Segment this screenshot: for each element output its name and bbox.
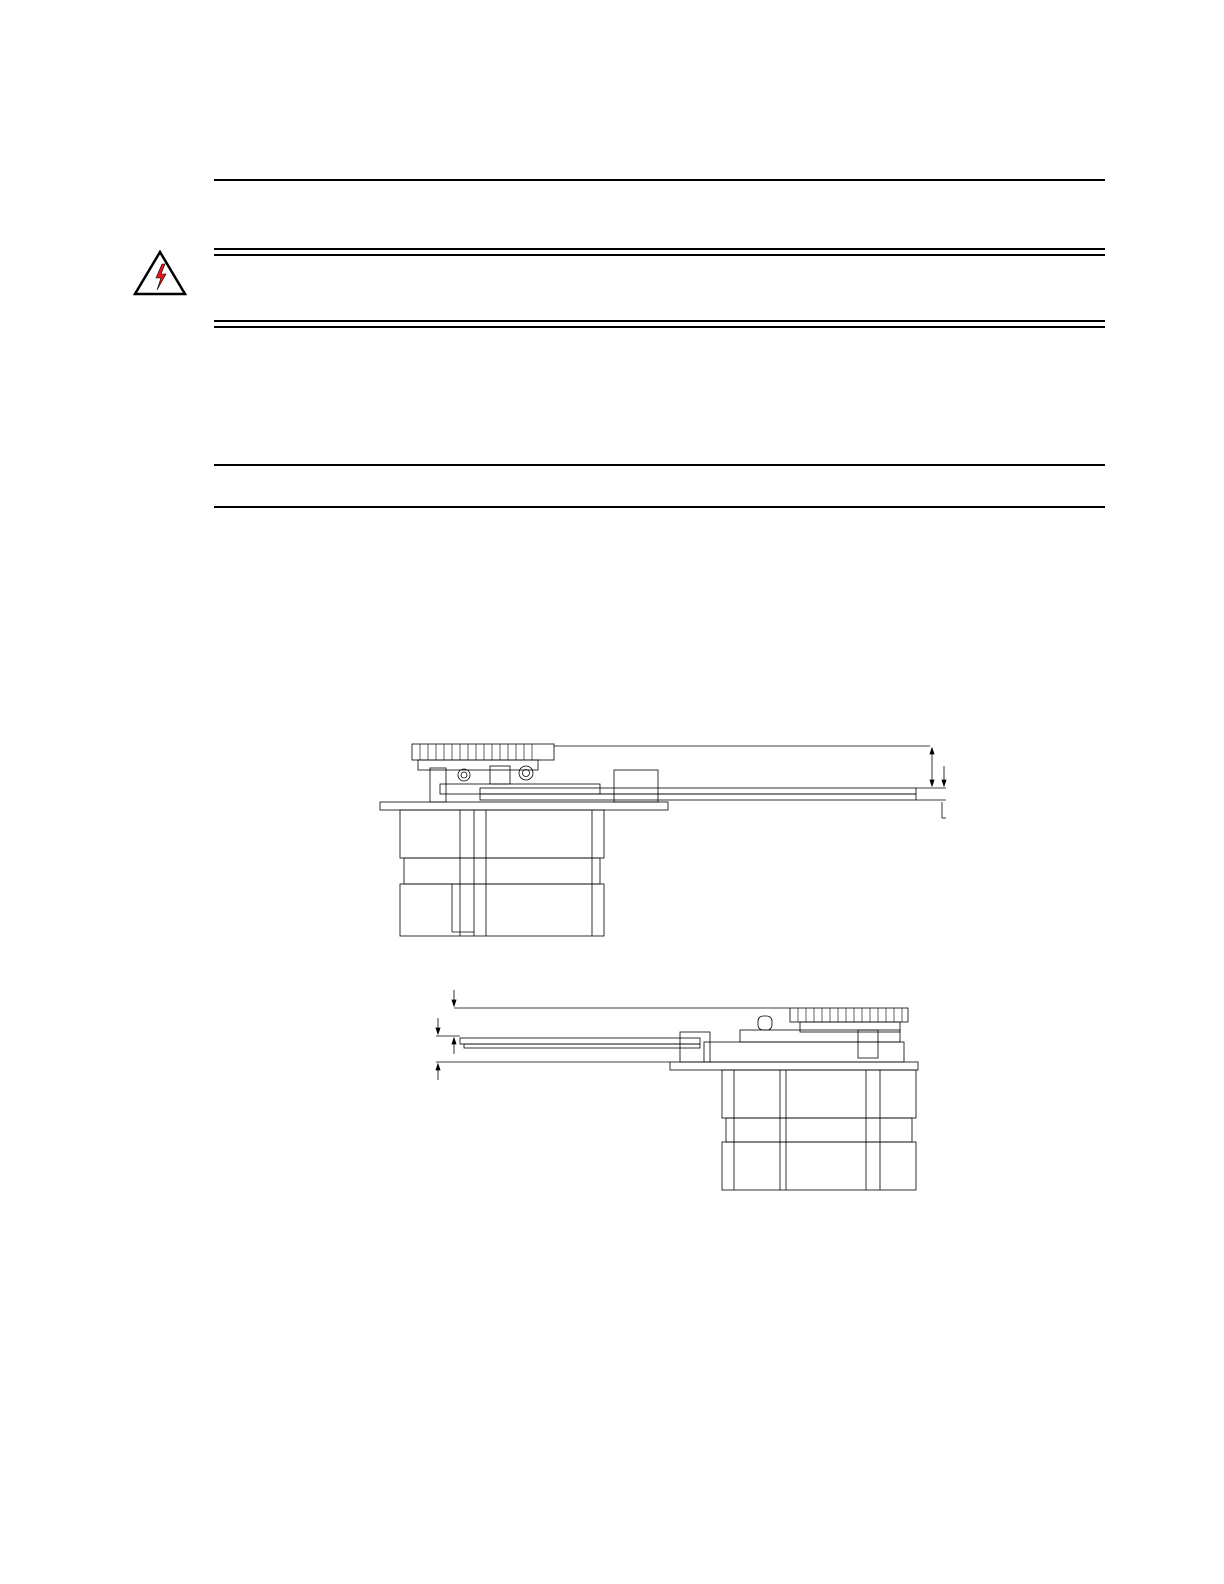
warning-rule-bottom-2 [214, 326, 1105, 328]
warning-rule-top-2 [214, 254, 1105, 256]
top-view-drawing [380, 744, 946, 936]
top-rule [214, 179, 1105, 181]
note-rule-bottom [214, 506, 1105, 508]
electrical-hazard-warning-icon [133, 250, 187, 296]
warning-rule-top-1 [214, 248, 1105, 250]
warning-rule-bottom-1 [214, 320, 1105, 322]
side-view-drawing [436, 990, 918, 1190]
note-rule-top [214, 464, 1105, 466]
